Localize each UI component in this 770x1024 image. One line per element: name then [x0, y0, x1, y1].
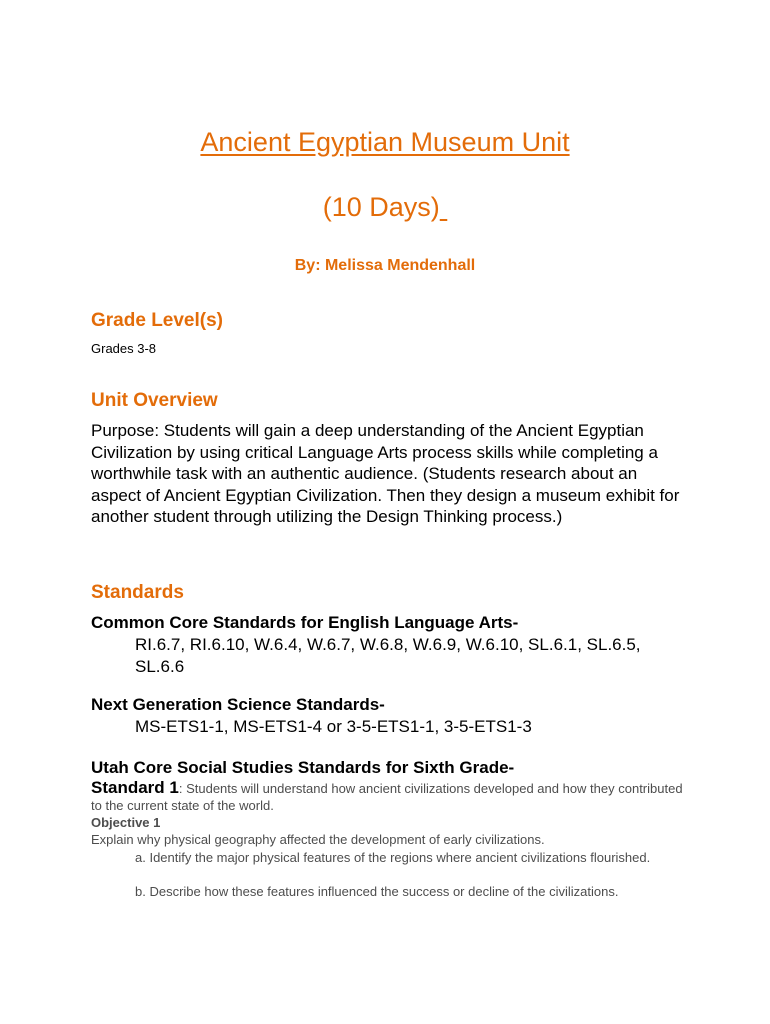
utah-core-heading: Utah Core Social Studies Standards for Sixth Grade- [91, 758, 515, 777]
unit-overview-heading: Unit Overview [91, 390, 218, 411]
objective-1-label: Objective 1 [91, 815, 161, 830]
document-title: Ancient Egyptian Museum Unit [200, 127, 570, 157]
ngss-heading: Next Generation Science Standards- [91, 695, 385, 714]
standard-1-block [91, 779, 691, 814]
grade-level-heading: Grade Level(s) [91, 310, 223, 331]
standard-1-text: : Students will understand how ancient civilizations developed and how they contributed to the current state of the world. [91, 781, 683, 813]
duration-underline-space [440, 192, 448, 222]
standards-heading: Standards [91, 582, 184, 603]
ngss-codes: MS-ETS1-1, MS-ETS1-4 or 3-5-ETS1-1, 3-5-ETS1-3 [135, 717, 532, 736]
objective-1-item-b: b. Describe how these features influenced the success or decline of the civilizations. [135, 884, 619, 899]
objective-1-text: Explain why physical geography affected the development of early civilizations. [91, 832, 545, 847]
unit-duration-text: (10 Days) [322, 192, 440, 222]
author-line: By: Melissa Mendenhall [294, 257, 476, 274]
grade-level-text: Grades 3-8 [91, 341, 157, 356]
common-core-codes: RI.6.7, RI.6.10, W.6.4, W.6.7, W.6.8, W.6.9, W.6.10, SL.6.1, SL.6.5, SL.6.6 [135, 635, 641, 676]
unit-overview-text: Purpose: Students will gain a deep understanding of the Ancient Egyptian Civilization by using critical Language Arts process skills while completing a worthwhile task with an authentic audience. (Students research about an aspect of Ancient Egyptian Civilization. Then they design a museum exhibit for another student through utilizing the Design Thinking process.) [91, 421, 680, 527]
common-core-heading: Common Core Standards for English Language Arts- [91, 613, 519, 632]
objective-1-item-a: a. Identify the major physical features of the regions where ancient civilizations flourished. [135, 850, 651, 865]
unit-duration [0, 192, 770, 223]
standard-1-label: Standard 1 [91, 778, 179, 797]
